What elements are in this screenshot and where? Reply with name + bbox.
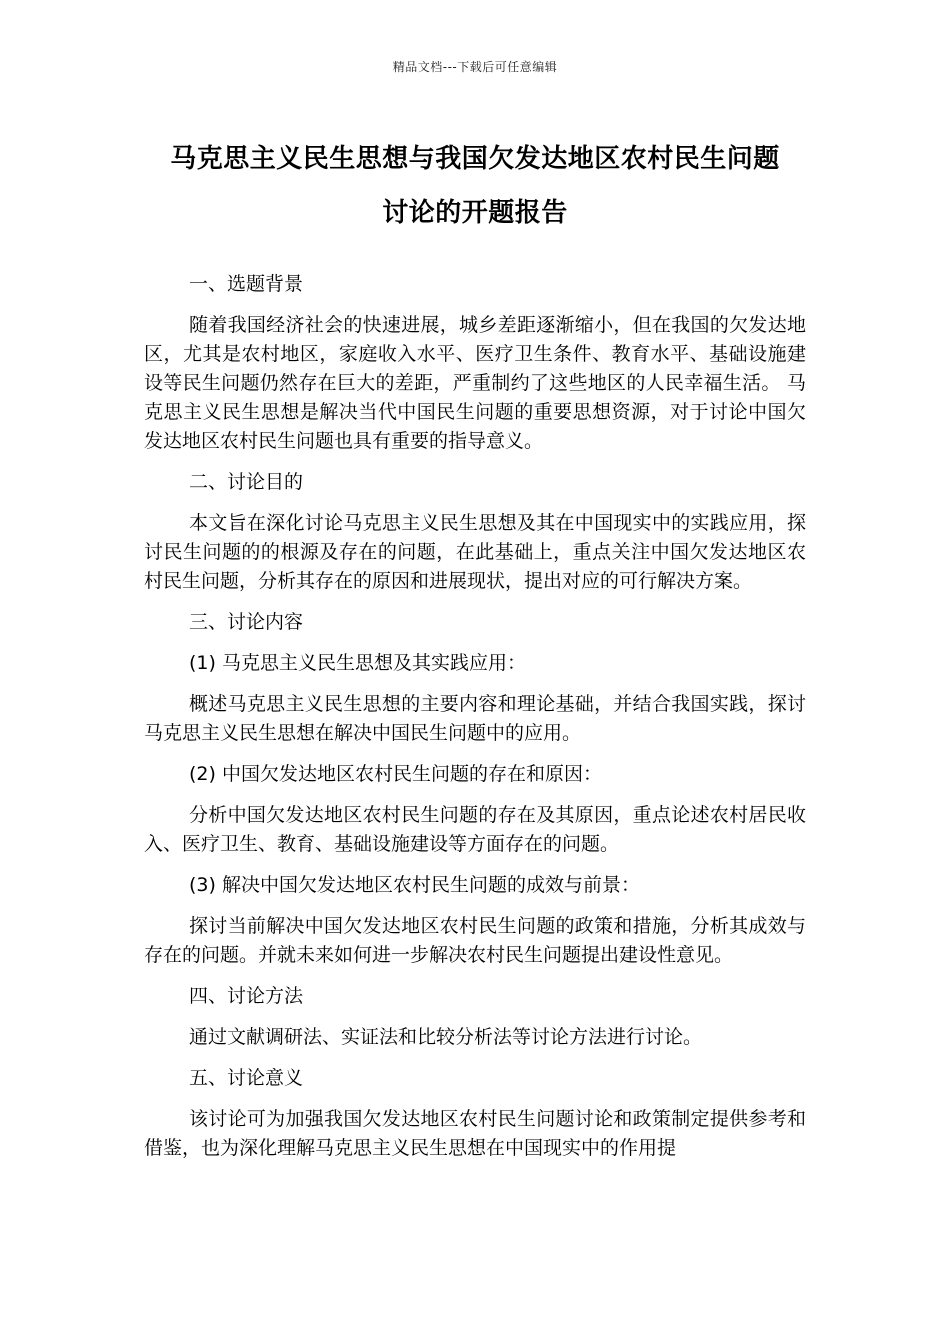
section-heading-content: 三、讨论内容 — [189, 611, 304, 633]
header-note: 精品文档---下载后可任意编辑 — [392, 60, 558, 74]
paragraph-significance: 该讨论可为加强我国欠发达地区农村民生问题讨论和政策制定提供参考和借鉴，也为深化理解马克思主义民生思想在中国现实中的作用提 — [144, 1108, 806, 1159]
paragraph-content-1: 概述马克思主义民生思想的主要内容和理论基础，并结合我国实践，探讨马克思主义民生思想在解决中国民生问题中的应用。 — [144, 693, 806, 744]
paragraph-background: 随着我国经济社会的快速进展，城乡差距逐渐缩小，但在我国的欠发达地区，尤其是农村地区，家庭收入水平、医疗卫生条件、教育水平、基础设施建设等民生问题仍然存在巨大的差距，严重制约了这些地区的人民幸福生活。 马克思主义民生思想是解决当代中国民生问题的重要思想资源，对于讨论中国欠发达地区农村民生问题也具有重要的指导意义。 — [144, 314, 806, 452]
document-title-line-2: 讨论的开题报告 — [382, 198, 568, 228]
paragraph-content-3: 探讨当前解决中国欠发达地区农村民生问题的政策和措施，分析其成效与存在的问题。并就未来如何进一步解决农村民生问题提出建设性意见。 — [144, 915, 806, 966]
subheading-content-1: (1) 马克思主义民生思想及其实践应用： — [189, 652, 526, 674]
document-title-line-1: 马克思主义民生思想与我国欠发达地区农村民生问题 — [170, 144, 780, 174]
paragraph-content-2: 分析中国欠发达地区农村民生问题的存在及其原因，重点论述农村居民收入、医疗卫生、教育、基础设施建设等方面存在的问题。 — [144, 804, 806, 855]
section-heading-background: 一、选题背景 — [189, 273, 304, 295]
section-heading-method: 四、讨论方法 — [189, 985, 304, 1007]
subheading-content-2: (2) 中国欠发达地区农村民生问题的存在和原因： — [189, 763, 602, 785]
paragraph-method: 通过文献调研法、实证法和比较分析法等讨论方法进行讨论。 — [189, 1026, 703, 1048]
paragraph-purpose: 本文旨在深化讨论马克思主义民生思想及其在中国现实中的实践应用，探讨民生问题的的根源及存在的问题，在此基础上，重点关注中国欠发达地区农村民生问题，分析其存在的原因和进展现状，提出对应的可行解决方案。 — [144, 512, 806, 592]
subheading-content-3: (3) 解决中国欠发达地区农村民生问题的成效与前景： — [189, 874, 640, 896]
document-body — [144, 270, 806, 1163]
section-heading-significance: 五、讨论意义 — [189, 1067, 304, 1089]
section-heading-purpose: 二、讨论目的 — [189, 471, 304, 493]
